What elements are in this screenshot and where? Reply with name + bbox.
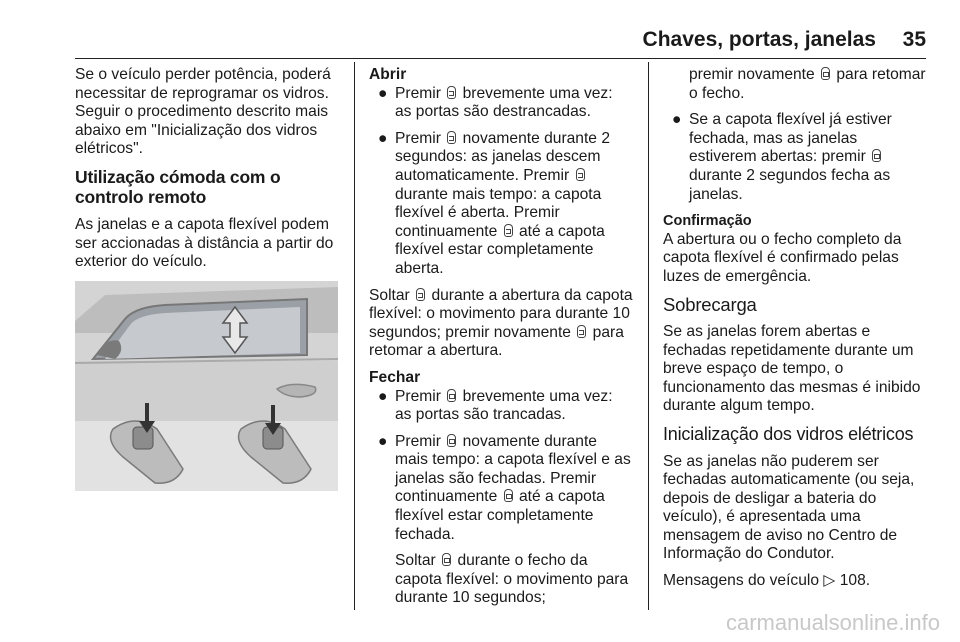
lock-key-icon — [872, 149, 881, 162]
overload-paragraph: Se as janelas forem abertas e fechadas repetidamente durante um breve espaço de tempo, o funcionamento das mesmas é inibido durante algum tempo. — [663, 323, 921, 415]
lock-key-icon — [504, 489, 513, 502]
confirmation-heading: Confirmação — [663, 213, 752, 230]
column-2 — [369, 66, 633, 616]
confirmation-paragraph: A abertura ou o fecho completo da capota flexível é confirmado pelas luzes de emergência. — [663, 230, 902, 285]
list-item: ● Premir brevemente uma vez: as portas são trancadas. — [378, 387, 613, 424]
unlock-key-icon — [416, 288, 425, 301]
remote-paragraph: As janelas e a capota flexível podem ser accionadas à distância a partir do exterior do veículo. — [75, 215, 334, 271]
section-heading-remote: Utilização cómoda com o controlo remoto — [75, 166, 281, 208]
list-item: ● Premir brevemente uma vez: as portas são destrancadas. — [378, 84, 613, 121]
initialization-heading: Inicialização dos vidros elétricos — [663, 424, 914, 444]
unlock-key-icon — [447, 86, 456, 99]
continuation-paragraph: premir novamente para retomar o fecho. — [689, 66, 926, 102]
list-item: ● Premir novamente durante 2 segundos: as janelas descem automaticamente. Premir durante mais tempo: a capota flexível é aberta. Premir continuamente até a capota flexível estar completamente aberta. — [378, 129, 610, 277]
closed-roof-list — [663, 111, 929, 204]
vehicle-messages-reference: Mensagens do veículo ▷ 108. — [663, 572, 871, 590]
column-1 — [75, 66, 341, 280]
initialization-paragraph: Se as janelas não puderem ser fechadas automaticamente (ou seja, depois de desligar a bateria do veículo), é apresentada uma mensagem de aviso no Centro de Informação do Condutor. — [663, 452, 915, 563]
lock-key-icon — [442, 553, 451, 566]
lock-key-icon — [447, 434, 456, 447]
page-reference-link[interactable]: 108. — [839, 572, 871, 590]
column-3 — [663, 66, 929, 599]
lock-key-icon — [447, 389, 456, 402]
lock-key-icon — [821, 67, 830, 80]
page-number: 35 — [902, 28, 926, 51]
watermark: carmanualsonline.info — [725, 610, 940, 635]
car-window-remote-illustration — [75, 281, 338, 491]
open-heading: Abrir — [369, 66, 407, 83]
overload-heading: Sobrecarga — [663, 293, 757, 315]
list-item: ● Premir novamente durante mais tempo: a capota flexível e as janelas são fechadas. Premir continuamente até a capota flexível estar completamente fechada. — [378, 432, 631, 543]
open-list — [369, 85, 633, 279]
header-rule — [75, 58, 926, 59]
release-close-paragraph: Soltar durante o fecho da capota flexível: o movimento para durante 10 segundos; — [395, 552, 629, 607]
page-reference-arrow-icon: ▷ — [823, 572, 836, 590]
unlock-key-icon — [576, 168, 585, 181]
close-list — [369, 388, 633, 545]
unlock-key-icon — [577, 325, 586, 338]
unlock-key-icon — [504, 224, 513, 237]
list-item: ● Se a capota flexível já estiver fechada, mas as janelas estiverem abertas: premir durante 2 segundos fecha as janelas. — [672, 111, 892, 203]
close-heading: Fechar — [369, 368, 421, 386]
column-divider-2 — [648, 62, 649, 610]
intro-paragraph: Se o veículo perder potência, poderá necessitar de reprogramar os vidros. Seguir o procedimento descrito mais abaixo em "Inicialização dos vidros elétricos". — [75, 66, 331, 158]
page-header-title: Chaves, portas, janelas — [642, 28, 876, 51]
unlock-key-icon — [447, 131, 456, 144]
column-divider-1 — [354, 62, 355, 610]
release-open-paragraph: Soltar durante a abertura da capota flexível: o movimento para durante 10 segundos; premir novamente para retomar a abertura. — [369, 286, 633, 360]
